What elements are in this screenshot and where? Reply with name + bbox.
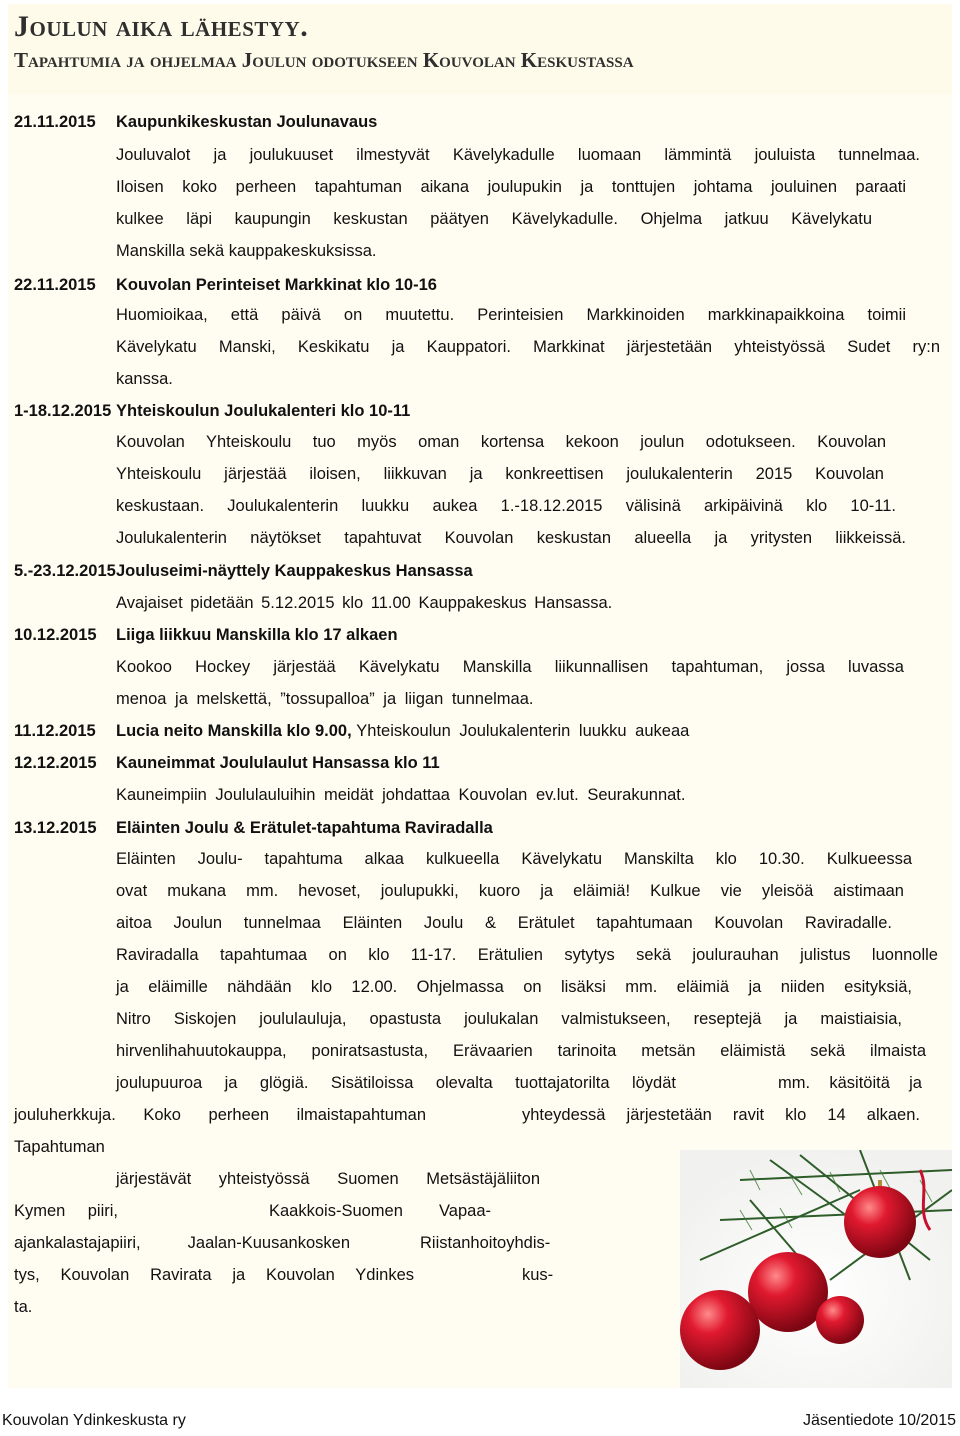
text-line: yhteydessä järjestetään ravit klo 14 alkaen. [522,1106,920,1124]
event-date: 13.12.2015 [14,819,97,837]
event-heading [14,112,377,132]
ornament-ball [680,1290,760,1370]
event-title: Lucia neito Manskilla klo 9.00, [116,722,352,740]
header [8,4,952,95]
text-line: hirvenlihahuutokauppa, poniratsastusta, Erävaarien tarinoita metsän eläimistä sekä ilmaista [116,1042,926,1060]
text-line: Kauneimpiin Joululauluihin meidät johdattaa Kouvolan ev.lut. Seurakunnat. [116,786,686,804]
event-heading [14,625,398,645]
text-line: Kaakkois-Suomen Vapaa- [269,1202,491,1220]
text-line: ta. [14,1298,33,1316]
page-title: Joulun aika lähestyy. [14,10,309,43]
footer [0,1400,960,1436]
text-line: Eläinten Joulu- tapahtuma alkaa kulkueella Kävelykatu Manskilta klo 10.30. Kulkueessa [116,850,912,868]
event-title: Yhteiskoulun Joulukalenteri klo 10-11 [116,402,411,420]
text-line: kulkee läpi kaupungin keskustan päätyen Kävelykadulle. Ohjelma jatkuu Kävelykatu [116,210,872,228]
event-title: Kaupunkikeskustan Joulunavaus [116,113,378,131]
text-line: jouluherkkuja. Koko perheen ilmaistapahtuman [14,1106,426,1124]
text-line: Raviradalla tapahtumaa on klo 11-17. Erätulien sytytys sekä joulurauhan julistus luonnolle [116,946,938,964]
text-line: Yhteiskoulun Joulukalenterin luukku aukeaa [356,722,690,740]
text-line: kanssa. [116,370,173,388]
text-line: Joulukalenterin näytökset tapahtuvat Kouvolan keskustan alueella ja yritysten liikkeissä. [116,529,906,547]
text-line: joulupuuroa ja glögiä. Sisätiloissa olevalta tuottajatorilta löydät [116,1074,676,1092]
text-line: ja eläimille nähdään klo 12.00. Ohjelmassa on lisäksi mm. eläimiä ja niiden esityksiä, [116,978,912,996]
event-date: 1-18.12.2015 [14,402,112,420]
text-line: Nitro Siskojen joululauluja, opastusta joulukalan valmistukseen, reseptejä ja maistiaisia, [116,1010,902,1028]
text-line: Jouluvalot ja joulukuuset ilmestyvät Kävelykadulle luomaan lämmintä jouluista tunnelmaa. [116,146,920,164]
event-title: Kauneimmat Joululaulut Hansassa klo 11 [116,754,440,772]
event-title: Jouluseimi-näyttely Kauppakeskus Hansassa [116,562,473,580]
text-line: Riistanhoitoyhdis- [420,1234,551,1252]
text-line: ovat mukana mm. hevoset, joulupukki, kuoro ja eläimiä! Kulkue vie yleisöä aistimaan [116,882,904,900]
event-date: 21.11.2015 [14,113,96,131]
event-title: Liiga liikkuu Manskilla klo 17 alkaen [116,626,398,644]
event-heading [14,561,473,581]
text-line: tys, Kouvolan Ravirata ja Kouvolan Ydinkes [14,1266,414,1284]
text-line: aitoa Joulun tunnelmaa Eläinten Joulu & Erätulet tapahtumaan Kouvolan Raviradalle. [116,914,892,932]
event-title: Eläinten Joulu & Erätulet-tapahtuma Raviradalla [116,819,493,837]
event-date: 11.12.2015 [14,722,96,740]
event-title: Kouvolan Perinteiset Markkinat klo 10-16 [116,276,437,294]
text-line: Kävelykatu Manski, Keskikatu ja Kauppatori. Markkinat järjestetään yhteistyössä Sudet ry:n [116,338,940,356]
event-heading [14,401,410,421]
event-heading [14,275,437,295]
page-subtitle: Tapahtumia ja ohjelmaa Joulun odotukseen Kouvolan Keskustassa [14,48,634,72]
event-date: 10.12.2015 [14,626,97,644]
text-line: mm. käsitöitä ja [778,1074,922,1092]
event-heading [14,753,440,773]
text-line: järjestävät yhteistyössä Suomen Metsästäjäliiton [116,1170,540,1188]
event-date: 12.12.2015 [14,754,97,772]
ornament-ball [844,1186,916,1258]
text-line: Huomioikaa, että päivä on muutettu. Perinteisien Markkinoiden markkinapaikkoina toimii [116,306,906,324]
text-line: Yhteiskoulu järjestää iloisen, liikkuvan ja konkreettisen joulukalenterin 2015 Kouvolan [116,465,884,483]
text-line: keskustaan. Joulukalenterin luukku aukea 1.-18.12.2015 välisinä arkipäivinä klo 10-11. [116,497,896,515]
text-line: Kookoo Hockey järjestää Kävelykatu Manskilla liikunnallisen tapahtuman, jossa luvassa [116,658,904,676]
text-line: menoa ja melskettä, ”tossupalloa” ja liigan tunnelmaa. [116,690,534,708]
event-heading [14,818,493,838]
text-line: kus- [522,1266,554,1284]
text-line: ajankalastajapiiri, Jaalan-Kuusankosken [14,1234,350,1252]
text-line: Tapahtuman [14,1138,105,1156]
event-heading [14,721,689,741]
text-line: Kouvolan Yhteiskoulu tuo myös oman kortensa kekoon joulun odotukseen. Kouvolan [116,433,886,451]
ornament-ball [816,1296,864,1344]
event-date: 5.-23.12.2015 [14,562,116,580]
text-line: Iloisen koko perheen tapahtuman aikana joulupukin ja tonttujen johtama jouluinen paraati [116,178,906,196]
christmas-ornaments-image [680,1150,952,1388]
text-line: Manskilla sekä kauppakeskuksissa. [116,242,377,260]
text-line: Avajaiset pidetään 5.12.2015 klo 11.00 Kauppakeskus Hansassa. [116,594,613,612]
footer-organization: Kouvolan Ydinkeskusta ry [2,1412,186,1429]
event-date: 22.11.2015 [14,276,96,294]
footer-issue: Jäsentiedote 10/2015 [802,1412,956,1429]
text-line: Kymen piiri, [14,1202,118,1220]
